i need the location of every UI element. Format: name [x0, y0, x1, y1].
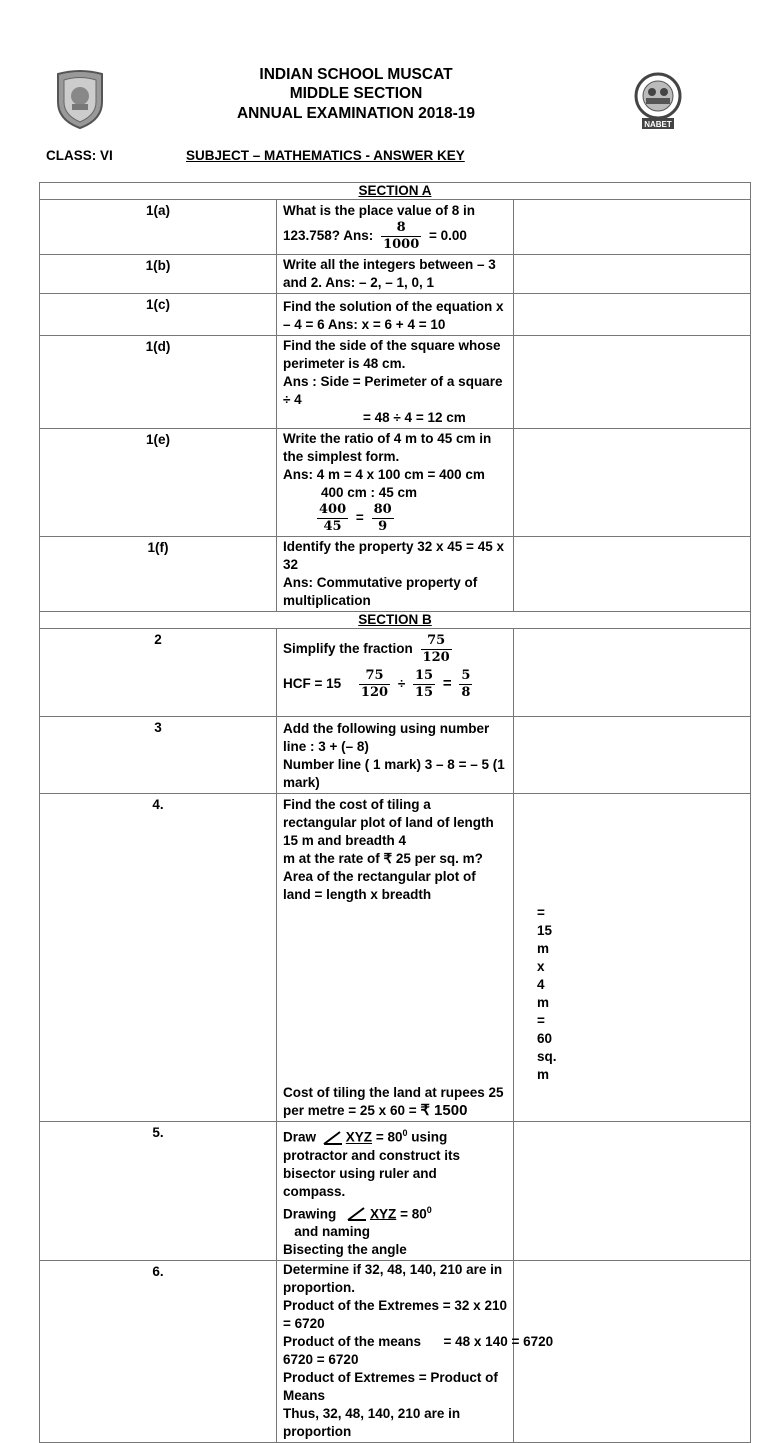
angle-symbol-icon [346, 1207, 368, 1221]
answer-line: 6720 = 6720 [283, 1352, 359, 1367]
answer-line: Product of Extremes = Product of Means [283, 1370, 498, 1403]
marks-cell [514, 429, 751, 537]
question-number: 1(e) [40, 429, 277, 537]
fraction: $\frac{8}{1000}$ [383, 220, 420, 252]
table-row [40, 629, 751, 717]
question-number: 1(f) [40, 537, 277, 612]
section-name: MIDDLE SECTION [289, 85, 423, 102]
question-line: Identify the property 32 x 45 = 45 x 32 [283, 539, 504, 572]
answer-line: = 15 m x 4 m = 60 sq. m [537, 905, 557, 1082]
question-text [277, 294, 514, 336]
exam-title: ANNUAL EXAMINATION 2018-19 [236, 105, 475, 122]
question-line: Write all the integers between – 3 and 2. Ans: – 2, – 1, 0, 1 [283, 257, 496, 290]
fraction: $\frac{5}{8}$ [461, 668, 471, 700]
question-line: Draw XYZ = $80^0$ using protractor and construct its bisector using ruler and [283, 1128, 461, 1181]
question-line: Write the ratio of 4 m to 45 cm in the simplest form. [283, 431, 492, 464]
answer-line: Drawing XYZ = $80^0$ and naming [283, 1204, 432, 1239]
question-number: 2 [40, 629, 277, 717]
question-number: 5. [40, 1122, 277, 1261]
table-row [40, 429, 751, 537]
answer-line: Ans : Side = Perimeter of a square ÷ 4 [283, 374, 503, 407]
table-row [40, 294, 751, 336]
answer-line: = 48 ÷ 4 = 12 cm [363, 410, 466, 425]
marks-cell [514, 294, 751, 336]
section-b-heading: SECTION B [40, 612, 751, 629]
table-row [40, 255, 751, 294]
class-label: CLASS: VI [46, 148, 113, 163]
question-text [277, 717, 514, 794]
answer-key-table [39, 182, 751, 1443]
question-number: 1(d) [40, 336, 277, 429]
question-text [277, 537, 514, 612]
question-line: Find the cost of tiling a rectangular plot of land of length 15 m and breadth 4 [283, 797, 494, 848]
section-b-row [40, 612, 751, 629]
question-line: Find the solution of the equation x – 4 = 6 Ans: x = 6 + 4 = 10 [283, 299, 504, 332]
question-number: 1(b) [40, 255, 277, 294]
answer-line: Product of the means = 48 x 140 = 6720 [283, 1334, 554, 1349]
table-row [40, 717, 751, 794]
marks-cell [514, 537, 751, 612]
fraction: $\frac{75}{120}$ [422, 633, 450, 665]
question-line: Add the following using number line : 3 + (– 8) [283, 721, 490, 754]
school-name: INDIAN SCHOOL MUSCAT [259, 66, 453, 83]
ratio-fractions: $\frac{400}{45}$ = $\frac{80}{9}$ [319, 502, 392, 534]
question-number: 1(c) [40, 294, 277, 336]
question-line: Determine if 32, 48, 140, 210 are in proportion. [283, 1262, 503, 1295]
question-text [277, 429, 514, 537]
answer-line: Cost of tiling the land at rupees 25 per metre = 25 x 60 = ₹ 1500 [283, 1085, 504, 1119]
final-answer: ₹ 1500 [420, 1102, 468, 1119]
question-text [277, 336, 514, 429]
marks-cell [514, 1122, 751, 1261]
answer-line: Area of the rectangular plot of land = length x breadth [283, 869, 476, 902]
table-row [40, 537, 751, 612]
question-number: 3 [40, 717, 277, 794]
answer-line: Thus, 32, 48, 140, 210 are in proportion [283, 1406, 461, 1439]
marks-cell [514, 794, 751, 1122]
marks-cell [514, 717, 751, 794]
question-line: compass. [283, 1183, 346, 1199]
fraction: $\frac{400}{45}$ [319, 502, 347, 534]
marks-cell [514, 255, 751, 294]
marks-cell [514, 336, 751, 429]
fraction: $\frac{15}{15}$ [415, 668, 434, 700]
answer-line: HCF = 15 $\frac{75}{120}$ ÷ $\frac{15}{15}$ = $\frac{5}{8}$ [283, 668, 471, 700]
table-row [40, 1122, 751, 1261]
fraction: $\frac{80}{9}$ [373, 502, 392, 534]
question-number: 6. [40, 1261, 277, 1443]
question-line: Find the side of the square whose perimeter is 48 cm. [283, 338, 501, 371]
nabet-logo-text: NABET [644, 120, 672, 129]
table-row [40, 1261, 751, 1443]
angle-symbol-icon [322, 1131, 344, 1145]
section-a-heading: SECTION A [40, 183, 751, 200]
answer-line: Bisecting the angle [283, 1242, 407, 1257]
question-line: m at the rate of ₹ 25 per sq. m? [283, 851, 483, 866]
answer-line: Product of the Extremes = 32 x 210 = 6720 [283, 1298, 507, 1331]
answer-line: 400 cm : 45 cm [321, 485, 418, 500]
answer-line: Ans: 4 m = 4 x 100 cm = 400 cm [283, 467, 485, 482]
table-row [40, 336, 751, 429]
question-text [277, 1261, 554, 1443]
question-text [277, 255, 514, 294]
fraction: $\frac{75}{120}$ [360, 668, 389, 700]
section-a-row [40, 183, 751, 200]
table-row [40, 200, 751, 255]
marks-cell [514, 1261, 751, 1443]
marks-cell [514, 200, 751, 255]
question-number: 1(a) [40, 200, 277, 255]
answer-line: Ans: Commutative property of multiplication [283, 575, 478, 608]
question-line: Simplify the fraction $\frac{75}{120}$ [283, 633, 450, 665]
marks-cell [514, 629, 751, 717]
question-text [277, 1122, 514, 1261]
question-line: What is the place value of 8 in 123.758? Ans: [283, 203, 476, 244]
question-text [277, 200, 514, 255]
question-number: 4. [40, 794, 277, 1122]
table-row [40, 794, 751, 1122]
answer-value: = 0.00 [429, 228, 467, 244]
question-text [277, 629, 514, 717]
question-text [277, 794, 557, 1122]
answer-line: Number line ( 1 mark) 3 – 8 = – 5 (1 mark) [283, 757, 505, 790]
subject-label: SUBJECT – MATHEMATICS - ANSWER KEY [186, 148, 465, 163]
